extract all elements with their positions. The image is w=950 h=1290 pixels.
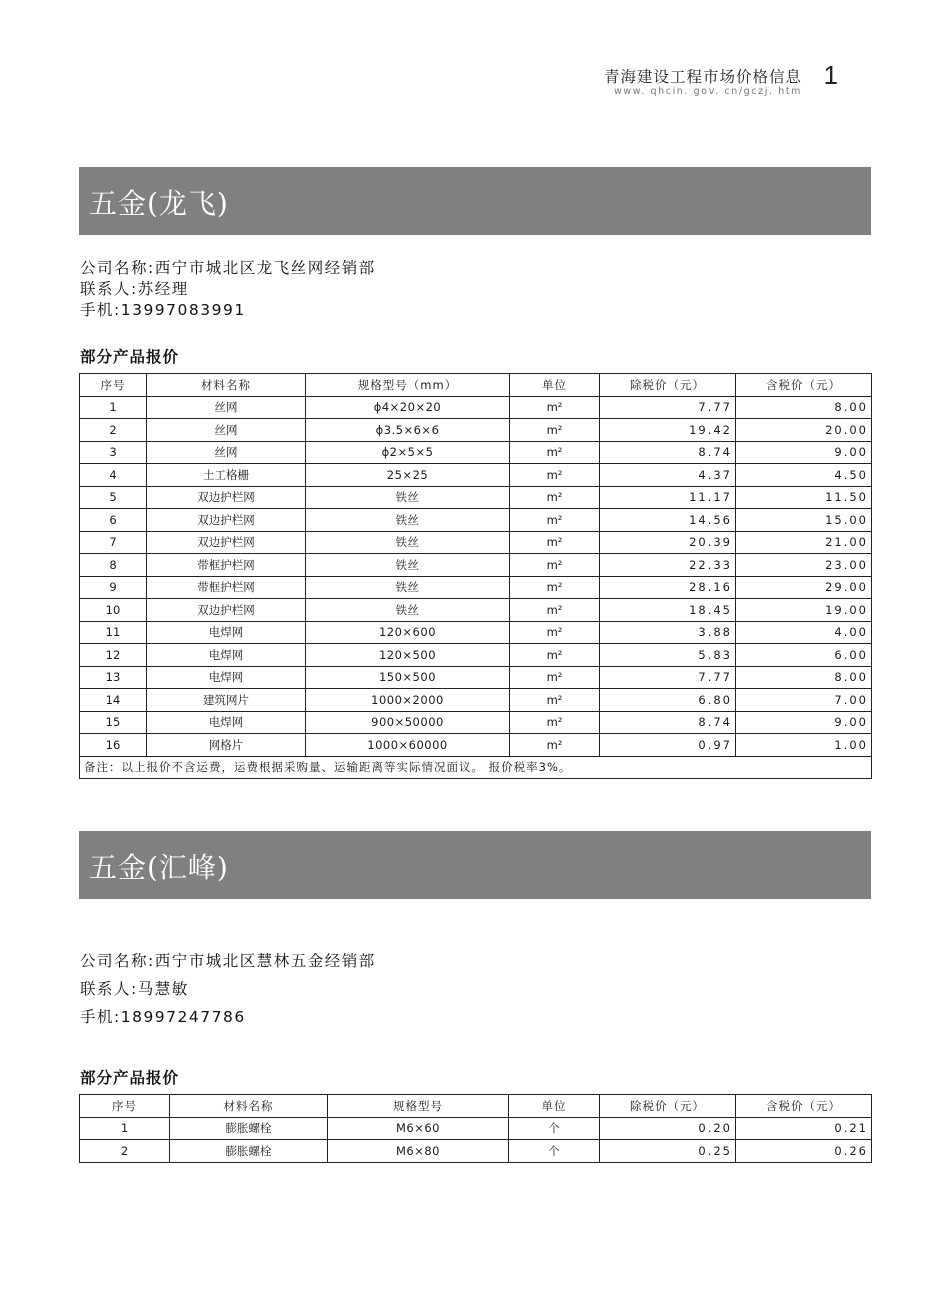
cell-unit: m²: [510, 576, 600, 599]
cell-no: 1: [80, 1117, 170, 1140]
cell-spec: ϕ3.5×6×6: [306, 419, 510, 442]
cell-pre-tax: 0.20: [600, 1117, 736, 1140]
cell-name: 电焊网: [147, 666, 306, 689]
cell-name: 丝网: [147, 441, 306, 464]
cell-unit: m²: [510, 554, 600, 577]
cell-pre-tax: 22.33: [600, 554, 736, 577]
table-row: [80, 1140, 872, 1163]
cell-no: 11: [80, 621, 147, 644]
cell-pre-tax: 14.56: [600, 509, 736, 532]
cell-with-tax: 29.00: [736, 576, 872, 599]
table-note-row: [80, 756, 872, 779]
table-row: [80, 666, 872, 689]
cell-with-tax: 8.00: [736, 666, 872, 689]
cell-unit: m²: [510, 689, 600, 712]
cell-no: 16: [80, 734, 147, 757]
cell-pre-tax: 28.16: [600, 576, 736, 599]
cell-pre-tax: 5.83: [600, 644, 736, 667]
cell-unit: m²: [510, 441, 600, 464]
cell-name: 网格片: [147, 734, 306, 757]
cell-spec: 120×600: [306, 621, 510, 644]
cell-pre-tax: 0.97: [600, 734, 736, 757]
cell-spec: 铁丝: [306, 486, 510, 509]
cell-no: 12: [80, 644, 147, 667]
price-subheading: 部分产品报价: [80, 347, 180, 366]
page-header: [560, 62, 850, 102]
cell-name: 丝网: [147, 419, 306, 442]
phone-number: 手机:13997083991: [80, 301, 246, 319]
table-row: [80, 509, 872, 532]
cell-name: 双边护栏网: [147, 486, 306, 509]
cell-no: 10: [80, 599, 147, 622]
cell-no: 15: [80, 711, 147, 734]
column-header: 含税价（元）: [736, 1095, 872, 1118]
cell-with-tax: 23.00: [736, 554, 872, 577]
column-header: 除税价（元）: [600, 374, 736, 397]
column-header: 含税价（元）: [736, 374, 872, 397]
cell-spec: 120×500: [306, 644, 510, 667]
cell-pre-tax: 8.74: [600, 441, 736, 464]
column-header: 除税价（元）: [600, 1095, 736, 1118]
cell-with-tax: 15.00: [736, 509, 872, 532]
cell-with-tax: 19.00: [736, 599, 872, 622]
cell-pre-tax: 7.77: [600, 396, 736, 419]
cell-pre-tax: 3.88: [600, 621, 736, 644]
cell-unit: m²: [510, 666, 600, 689]
cell-with-tax: 20.00: [736, 419, 872, 442]
cell-spec: 25×25: [306, 464, 510, 487]
cell-name: 土工格栅: [147, 464, 306, 487]
cell-name: 带框护栏网: [147, 576, 306, 599]
cell-spec: ϕ4×20×20: [306, 396, 510, 419]
table-row: [80, 689, 872, 712]
cell-with-tax: 8.00: [736, 396, 872, 419]
column-header: 序号: [80, 1095, 170, 1118]
cell-with-tax: 1.00: [736, 734, 872, 757]
cell-unit: m²: [510, 396, 600, 419]
price-subheading: 部分产品报价: [80, 1068, 180, 1087]
cell-spec: 铁丝: [306, 509, 510, 532]
cell-unit: m²: [510, 419, 600, 442]
cell-unit: 个: [509, 1117, 600, 1140]
page-number: 1: [823, 60, 838, 90]
table-row: [80, 711, 872, 734]
cell-pre-tax: 11.17: [600, 486, 736, 509]
price-table-longfei: [79, 373, 872, 779]
phone-number: 手机:18997247786: [80, 1008, 246, 1026]
cell-pre-tax: 18.45: [600, 599, 736, 622]
cell-spec: ϕ2×5×5: [306, 441, 510, 464]
table-row: [80, 486, 872, 509]
contact-person: 联系人:苏经理: [80, 280, 189, 298]
cell-spec: 900×50000: [306, 711, 510, 734]
cell-spec: 铁丝: [306, 531, 510, 554]
company-name: 公司名称:西宁市城北区龙飞丝网经销部: [80, 259, 376, 277]
cell-name: 电焊网: [147, 644, 306, 667]
cell-no: 14: [80, 689, 147, 712]
cell-spec: 1000×60000: [306, 734, 510, 757]
cell-with-tax: 6.00: [736, 644, 872, 667]
cell-name: 双边护栏网: [147, 509, 306, 532]
table-note: 备注：以上报价不含运费，运费根据采购量、运输距离等实际情况面议。 报价税率3%。: [80, 756, 872, 779]
cell-no: 9: [80, 576, 147, 599]
cell-with-tax: 4.50: [736, 464, 872, 487]
column-header: 规格型号: [328, 1095, 509, 1118]
cell-no: 2: [80, 419, 147, 442]
cell-name: 膨胀螺栓: [170, 1140, 328, 1163]
table-header-row: [80, 374, 872, 397]
publication-title: 青海建设工程市场价格信息: [603, 68, 802, 86]
section-title: 五金(龙飞): [89, 187, 229, 220]
cell-spec: 铁丝: [306, 554, 510, 577]
section-banner-huifeng: [79, 831, 871, 899]
column-header: 单位: [509, 1095, 600, 1118]
table-row: [80, 554, 872, 577]
table-body: [80, 396, 872, 756]
table-row: [80, 599, 872, 622]
cell-pre-tax: 0.25: [600, 1140, 736, 1163]
cell-no: 5: [80, 486, 147, 509]
column-header: 规格型号（mm）: [306, 374, 510, 397]
table-row: [80, 531, 872, 554]
cell-pre-tax: 8.74: [600, 711, 736, 734]
cell-with-tax: 7.00: [736, 689, 872, 712]
price-table-huifeng: [79, 1094, 872, 1163]
cell-spec: 铁丝: [306, 576, 510, 599]
section-title: 五金(汇峰): [89, 851, 229, 884]
table-row: [80, 576, 872, 599]
cell-pre-tax: 4.37: [600, 464, 736, 487]
section-banner-longfei: [79, 167, 871, 235]
cell-no: 4: [80, 464, 147, 487]
publication-url[interactable]: www. qhcin. gov. cn/gczj. htm: [614, 86, 802, 97]
column-header: 序号: [80, 374, 147, 397]
cell-name: 双边护栏网: [147, 531, 306, 554]
cell-unit: m²: [510, 464, 600, 487]
cell-no: 6: [80, 509, 147, 532]
cell-no: 2: [80, 1140, 170, 1163]
table-row: [80, 464, 872, 487]
cell-unit: m²: [510, 621, 600, 644]
cell-spec: M6×60: [328, 1117, 509, 1140]
cell-with-tax: 21.00: [736, 531, 872, 554]
cell-with-tax: 0.21: [736, 1117, 872, 1140]
cell-with-tax: 0.26: [736, 1140, 872, 1163]
cell-no: 7: [80, 531, 147, 554]
cell-name: 建筑网片: [147, 689, 306, 712]
table-row: [80, 621, 872, 644]
cell-spec: 1000×2000: [306, 689, 510, 712]
table-row: [80, 396, 872, 419]
company-name: 公司名称:西宁市城北区慧林五金经销部: [80, 952, 376, 970]
cell-no: 8: [80, 554, 147, 577]
column-header: 单位: [510, 374, 600, 397]
cell-spec: 铁丝: [306, 599, 510, 622]
table-row: [80, 419, 872, 442]
table-body: [80, 1117, 872, 1162]
table-row: [80, 1117, 872, 1140]
cell-pre-tax: 6.80: [600, 689, 736, 712]
column-header: 材料名称: [147, 374, 306, 397]
table-row: [80, 644, 872, 667]
cell-unit: m²: [510, 644, 600, 667]
cell-unit: m²: [510, 509, 600, 532]
cell-with-tax: 4.00: [736, 621, 872, 644]
cell-pre-tax: 7.77: [600, 666, 736, 689]
cell-no: 3: [80, 441, 147, 464]
cell-with-tax: 9.00: [736, 711, 872, 734]
cell-pre-tax: 19.42: [600, 419, 736, 442]
cell-no: 1: [80, 396, 147, 419]
cell-unit: m²: [510, 486, 600, 509]
table-header-row: [80, 1095, 872, 1118]
cell-unit: m²: [510, 711, 600, 734]
cell-no: 13: [80, 666, 147, 689]
cell-with-tax: 11.50: [736, 486, 872, 509]
cell-name: 电焊网: [147, 711, 306, 734]
cell-pre-tax: 20.39: [600, 531, 736, 554]
cell-unit: m²: [510, 531, 600, 554]
cell-name: 丝网: [147, 396, 306, 419]
cell-name: 双边护栏网: [147, 599, 306, 622]
cell-name: 带框护栏网: [147, 554, 306, 577]
cell-unit: m²: [510, 599, 600, 622]
table-row: [80, 734, 872, 757]
cell-name: 膨胀螺栓: [170, 1117, 328, 1140]
cell-spec: M6×80: [328, 1140, 509, 1163]
cell-with-tax: 9.00: [736, 441, 872, 464]
cell-unit: 个: [509, 1140, 600, 1163]
column-header: 材料名称: [170, 1095, 328, 1118]
contact-person: 联系人:马慧敏: [80, 980, 189, 998]
cell-spec: 150×500: [306, 666, 510, 689]
company-info-longfei: [80, 256, 376, 319]
cell-unit: m²: [510, 734, 600, 757]
company-info-huifeng: [80, 949, 376, 1033]
table-row: [80, 441, 872, 464]
cell-name: 电焊网: [147, 621, 306, 644]
